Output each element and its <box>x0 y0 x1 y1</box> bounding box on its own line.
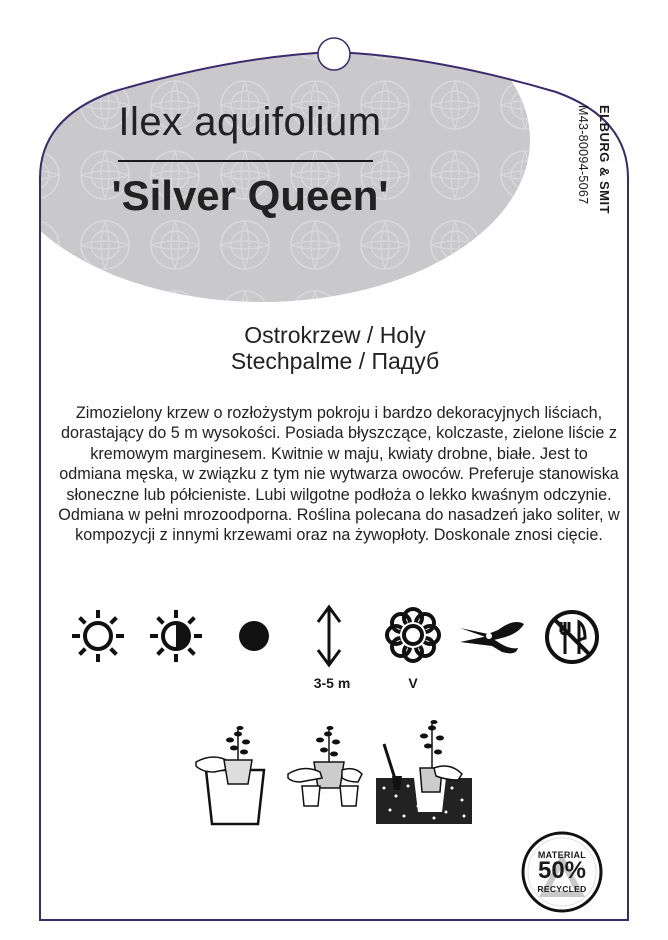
pruning-shears-icon <box>458 612 528 658</box>
recycled-label: RECYCLED <box>537 884 587 894</box>
remove-pot-icon <box>286 722 368 812</box>
height-caption: 3-5 m <box>313 675 351 691</box>
not-edible-icon <box>543 608 601 666</box>
hang-hole <box>318 38 350 70</box>
planting-icon <box>374 716 474 826</box>
latin-name: Ilex aquifolium <box>118 100 382 144</box>
flower-icon <box>384 606 442 664</box>
recycled-percent: 50% <box>537 857 587 884</box>
brand-vertical <box>596 105 612 245</box>
common-names-line-1: Ostrokrzew / Holy <box>244 322 426 348</box>
shade-icon <box>226 608 282 664</box>
title-divider <box>118 160 373 162</box>
cultivar-name: 'Silver Queen' <box>111 172 389 219</box>
recycled-badge <box>520 830 604 914</box>
common-names-line-2: Stechpalme / Падуб <box>230 348 440 374</box>
recycled-material-label: MATERIAL <box>537 850 587 860</box>
half-shade-icon <box>148 608 204 664</box>
common-names <box>150 322 520 374</box>
height-icon <box>312 604 346 668</box>
product-code-vertical <box>574 105 590 245</box>
watering-pot-icon <box>194 722 276 828</box>
product-code-text: M43-80094-5067 <box>576 105 590 205</box>
brand-text: ELBURG & SMIT <box>597 105 612 215</box>
full-sun-icon <box>70 608 126 664</box>
flowering-month-caption: V <box>408 675 418 691</box>
plant-description: Zimozielony krzew o rozłożystym pokroju i bardzo dekoracyjnych liściach, dorastający do 5 m wysokości. Posiada błyszczące, kolczaste, zielone liście z kremowym marginesem. Kwitnie w maju, kwiaty drobne, białe. Jest to odmiana męska, w związku z tym nie wytwarza owoców. Preferuje stanowiska słoneczne lub półcieniste. Lubi wilgotne podłoża o lekko kwaśnym odczynie. Odmiana w pełni mrozoodporna. Roślina polecana do nasadzeń jako soliter, w kompozycji z innymi krzewami oraz na żywopłoty. Doskonale znosi cięcie. <box>58 404 620 545</box>
